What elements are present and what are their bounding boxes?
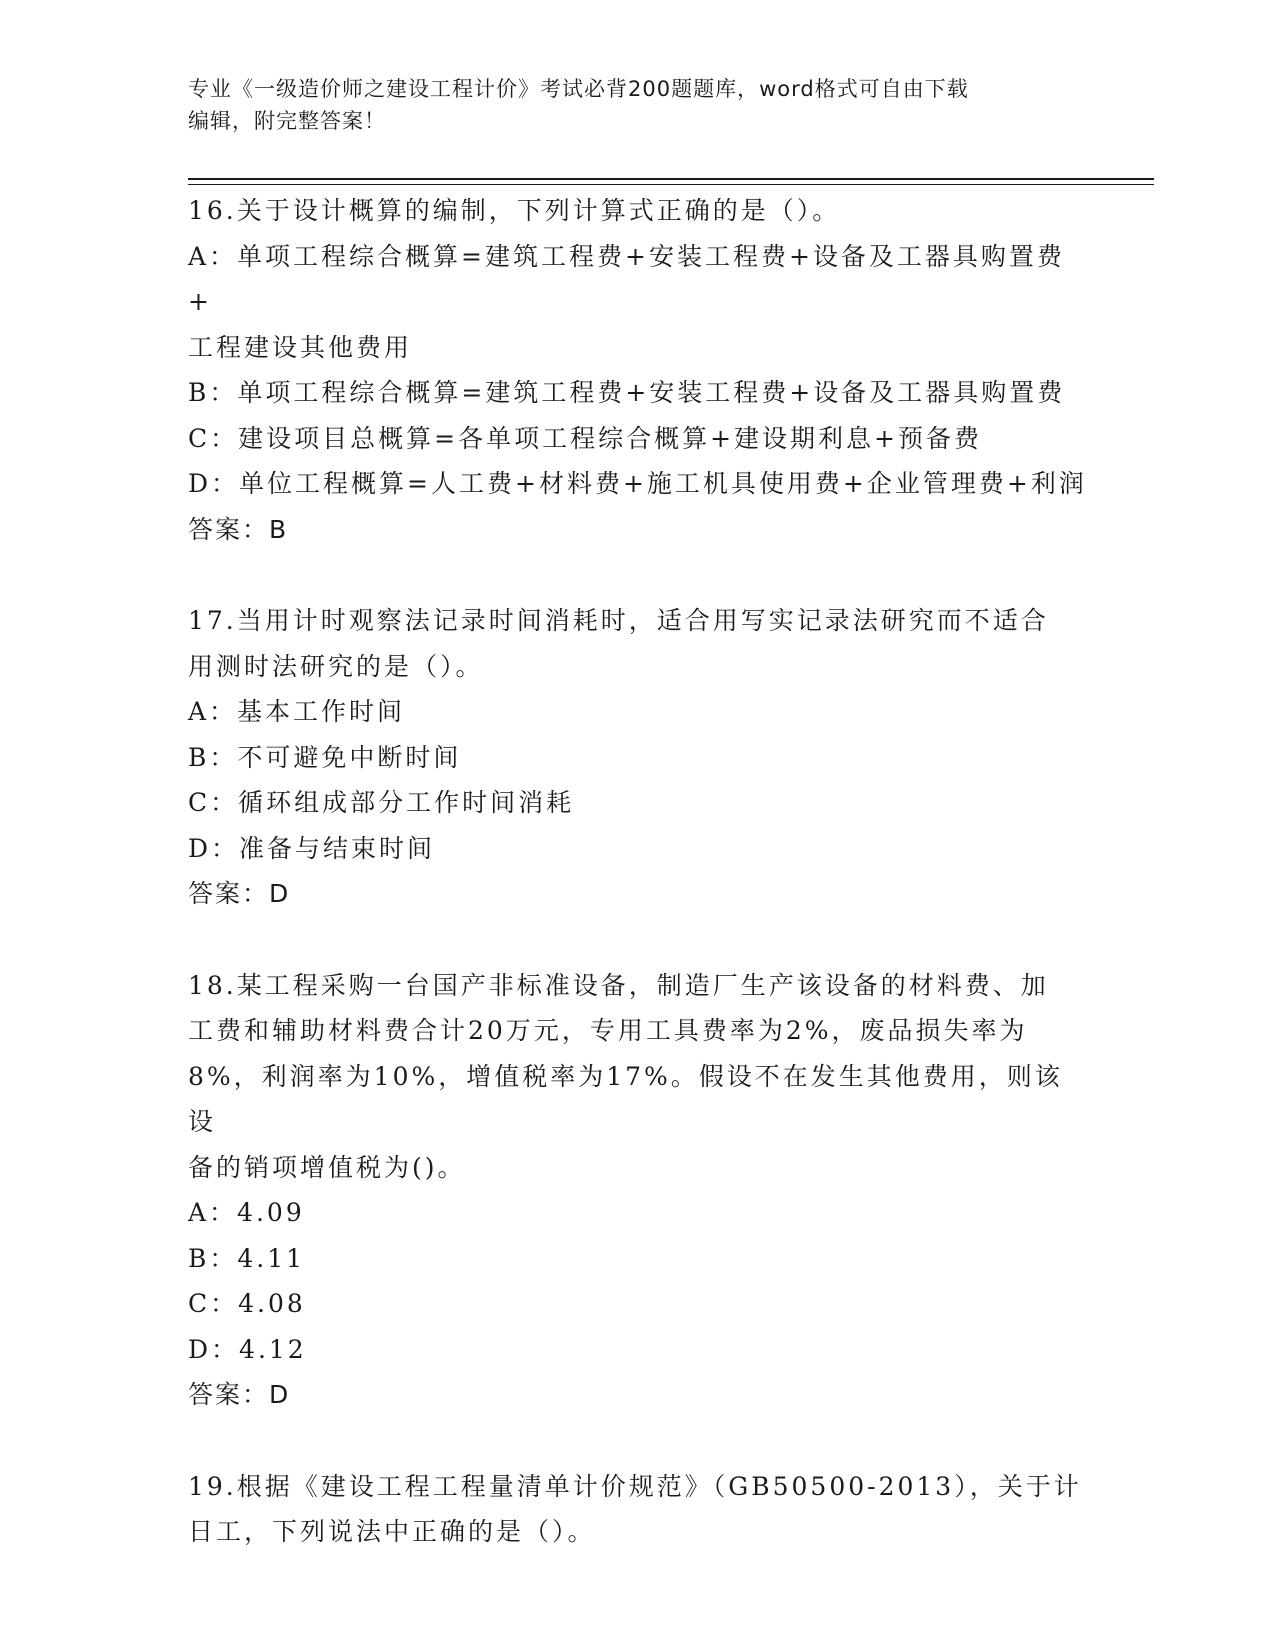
option-d: D：单位工程概算=人工费+材料费+施工机具使用费+企业管理费+利润 [188,469,1087,498]
option-d: D：准备与结束时间 [188,833,436,863]
question-stem: 19.根据《建设工程工程量清单计价规范》（GB50500-2013），关于计 [188,1471,1082,1501]
header-divider-thick [188,178,1154,180]
question-19 [188,1464,1088,1555]
option-a-continued: 工程建设其他费用 [188,332,413,362]
question-stem-continued: 日工，下列说法中正确的是（）。 [188,1517,596,1546]
option-d: D：4.12 [188,1334,307,1364]
option-b: B：4.11 [188,1243,306,1273]
question-18 [188,963,1088,1418]
document-header [188,73,1088,137]
option-a: A：4.09 [188,1198,305,1227]
question-stem: 17.当用计时观察法记录时间消耗时，适合用写实记录法研究而不适合 [188,606,1049,635]
question-stem: 16.关于设计概算的编制，下列计算式正确的是（）。 [188,196,841,225]
answer: 答案：D [188,879,291,908]
question-stem-continued: 工费和辅助材料费合计20万元，专用工具费率为2%，废品损失率为 [188,1016,1028,1045]
question-17 [188,598,1088,917]
option-b: B：单项工程综合概算=建筑工程费+安装工程费+设备及工器具购置费 [188,378,1066,407]
header-line-2: 编辑，附完整答案！ [188,109,386,133]
question-stem-continued: 用测时法研究的是（）。 [188,651,484,681]
question-stem-continued: 8%，利润率为10%，增值税率为17%。假设不在发生其他费用，则该设 [188,1061,1063,1136]
option-b: B：不可避免中断时间 [188,742,462,772]
header-divider-thin [188,184,1154,185]
question-stem-continued: 备的销项增值税为()。 [188,1152,466,1182]
question-list [188,188,1088,1601]
question-16 [188,188,1088,552]
header-line-1: 专业《一级造价师之建设工程计价》考试必背200题题库，word格式可自由下载 [188,77,969,101]
option-c: C：建设项目总概算=各单项工程综合概算+建设期利息+预备费 [188,423,982,453]
option-a: A：基本工作时间 [188,697,406,726]
option-c: C：4.08 [188,1289,306,1318]
question-stem: 18.某工程采购一台国产非标准设备，制造厂生产该设备的材料费、加 [188,970,1049,1000]
answer: 答案：B [188,514,289,544]
option-a: A：单项工程综合概算=建筑工程费+安装工程费+设备及工器具购置费+ [188,241,1065,316]
option-c: C：循环组成部分工作时间消耗 [188,788,575,817]
answer: 答案：D [188,1380,291,1409]
